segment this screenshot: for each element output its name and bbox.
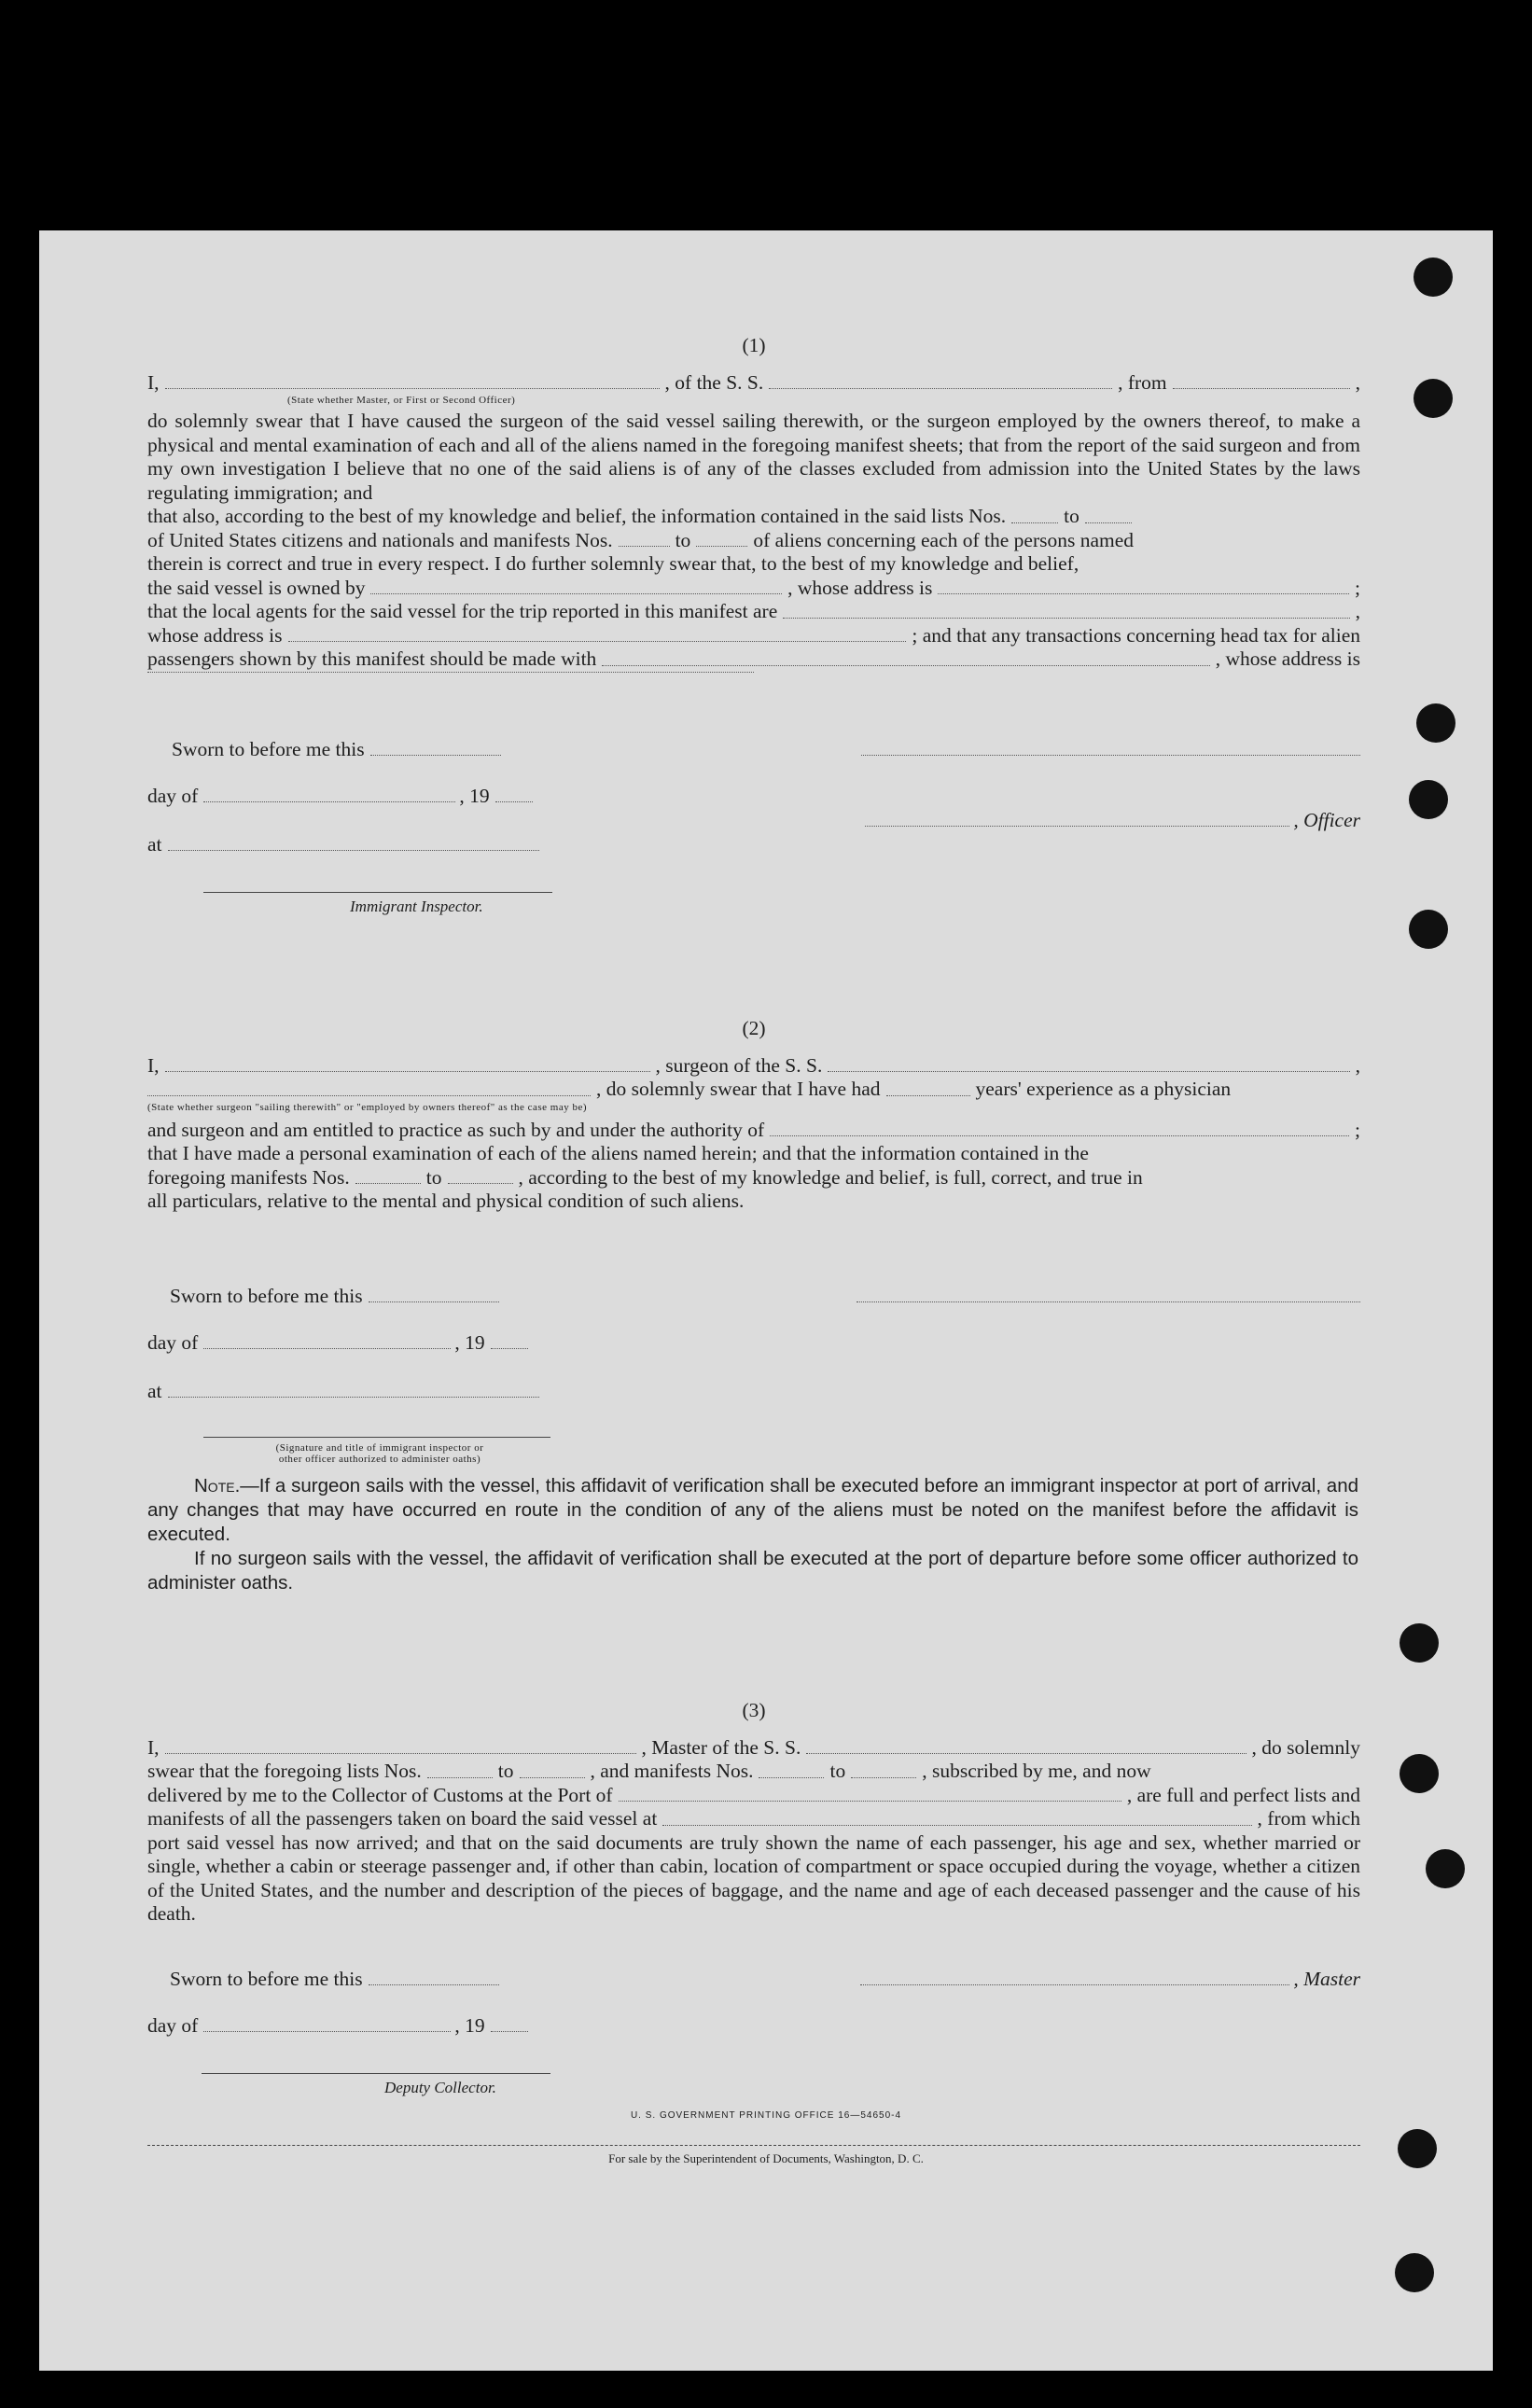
local-agents-field[interactable] [783, 618, 1349, 619]
punch-hole [1400, 1623, 1439, 1663]
footer-rule [147, 2145, 1360, 2146]
sworn-place-field[interactable] [168, 850, 539, 851]
surgeon-manifests-from-field[interactable] [355, 1183, 421, 1184]
punch-hole [1416, 703, 1455, 743]
punch-hole [1426, 1849, 1465, 1888]
at-row-1: at [147, 825, 1360, 856]
punch-hole [1409, 910, 1448, 949]
day-row-3: day of , 19 [147, 2006, 1360, 2038]
deputy-caption: Deputy Collector. [384, 2079, 496, 2096]
boarding-port-field[interactable] [662, 1825, 1251, 1826]
sworn-month-field[interactable] [203, 2031, 451, 2032]
punch-hole [1395, 2253, 1434, 2292]
sworn-row-1: Sworn to before me this [147, 730, 1360, 761]
agents-address-field[interactable] [288, 641, 907, 642]
manifests-to-field[interactable] [696, 546, 747, 547]
sale-notice: For sale by the Superintendent of Documents, Washington, D. C. [608, 2151, 924, 2165]
head-tax-address-field[interactable] [147, 672, 754, 673]
deputy-signature-line[interactable] [202, 2073, 550, 2074]
collector-line: delivered by me to the Collector of Customs at the Port of , are full and perfect lists and [147, 1783, 1360, 1806]
manifests-from-field[interactable] [619, 546, 670, 547]
sworn-month-field[interactable] [203, 1348, 451, 1349]
note-text-2: If no surgeon sails with the vessel, the affidavit of verification shall be executed at the port of departure before some officer authorized to administer oaths. [147, 1548, 1358, 1594]
vessel-owner-field[interactable] [370, 593, 782, 594]
sworn-row-2: Sworn to before me this [147, 1276, 1360, 1308]
note-block [147, 1474, 1358, 1595]
section-number: (1) [742, 334, 766, 356]
master-lists-to-field[interactable] [520, 1777, 585, 1778]
manifests-line: of United States citizens and nationals and manifests Nos. to of aliens concerning each of the persons named [147, 528, 1135, 551]
owner-address-field[interactable] [938, 593, 1349, 594]
head-tax-line: passengers shown by this manifest should be made with , whose address is [147, 647, 1360, 670]
surgeon-signature-field[interactable] [857, 1301, 1360, 1302]
surgeon-vessel-field[interactable] [828, 1071, 1349, 1072]
surgeon-manifests-line: foregoing manifests Nos. to , according to the best of my knowledge and belief, is full, correct, and true in [147, 1165, 1143, 1189]
punch-hole [1400, 1754, 1439, 1793]
punch-hole [1409, 780, 1448, 819]
surgeon-status-field[interactable] [147, 1095, 591, 1096]
correct-line: therein is correct and true in every respect. I do further solemnly swear that, to the best of my knowledge and belief, [147, 552, 1079, 575]
experience-line: , do solemnly swear that I have had years' experience as a physician [147, 1078, 1360, 1102]
master-vessel-field[interactable] [806, 1753, 1246, 1754]
sworn-row-3: Sworn to before me this , Master [170, 1968, 1360, 1990]
sworn-place-field[interactable] [168, 1397, 539, 1398]
officer-rank-caption: (State whether Master, or First or Second Officer) [287, 395, 516, 406]
master-oath-line: I, , Master of the S. S. , do solemnly [147, 1735, 1360, 1759]
surgeon-line: I, , surgeon of the S. S. , [147, 1053, 1360, 1077]
inspector-signature-line[interactable] [203, 892, 552, 893]
section-number: (2) [742, 1017, 766, 1039]
affidavit-section-1 [147, 334, 1360, 678]
authority-field[interactable] [770, 1135, 1349, 1136]
owner-line: the said vessel is owned by , whose address is ; [147, 576, 1361, 599]
officer-signature-field[interactable] [861, 755, 1360, 756]
master-lists-from-field[interactable] [427, 1777, 493, 1778]
printer-imprint: U. S. GOVERNMENT PRINTING OFFICE 16—54650-4 [630, 2110, 902, 2121]
master-signature-field[interactable] [860, 1984, 1289, 1985]
section-number: (3) [742, 1699, 766, 1721]
day-row-2: day of , 19 [147, 1323, 1360, 1355]
sworn-day-field[interactable] [370, 755, 501, 756]
authority-line: and surgeon and am entitled to practice as such by and under the authority of ; [147, 1118, 1360, 1141]
head-tax-party-field[interactable] [602, 665, 1209, 666]
day-row-1: day of , 19 [147, 776, 1360, 808]
note-text-1: —If a surgeon sails with the vessel, this affidavit of verification shall be executed before an immigrant inspector at port of arrival, and any changes that may have occurred en route in the condition of any of the aliens must be noted on the manifest before the affidavit is executed. [147, 1475, 1358, 1545]
master-lists-line: swear that the foregoing lists Nos. to , and manifests Nos. to , subscribed by me, and now [147, 1760, 1151, 1782]
vessel-name-field[interactable] [769, 388, 1112, 389]
port-field[interactable] [619, 1801, 1121, 1802]
surgeon-status-caption: (State whether surgeon "sailing therewith" or "employed by owners thereof" as the case may be) [147, 1101, 588, 1113]
lists-to-field[interactable] [1085, 522, 1132, 523]
agents-line: that the local agents for the said vessel for the trip reported in this manifest are , [147, 600, 1360, 622]
particulars-line: all particulars, relative to the mental and physical condition of such aliens. [147, 1190, 745, 1212]
punch-hole [1414, 379, 1453, 418]
boarding-line: manifests of all the passengers taken on board the said vessel at , from which [147, 1807, 1360, 1830]
master-line: I, , of the S. S. , from , [147, 370, 1360, 394]
agents-address-line: whose address is ; and that any transactions concerning head tax for alien [147, 623, 1360, 647]
officer-name-field[interactable] [165, 388, 660, 389]
sworn-year-field[interactable] [491, 1348, 528, 1349]
officer-title-row: , Officer [147, 800, 1360, 832]
sworn-day-field[interactable] [369, 1301, 499, 1302]
punch-hole [1414, 258, 1453, 297]
examination-line: that I have made a personal examination of each of the aliens named herein; and that the information contained in the [147, 1142, 1089, 1164]
at-row-2: at [147, 1371, 1360, 1403]
surgeon-name-field[interactable] [165, 1071, 650, 1072]
departure-port-field[interactable] [1173, 388, 1350, 389]
affidavit-section-3 [147, 1699, 1360, 1927]
sworn-day-field[interactable] [369, 1984, 499, 1985]
master-manifests-to-field[interactable] [851, 1777, 916, 1778]
note-label: Note. [194, 1475, 241, 1496]
official-signature-line[interactable] [203, 1437, 550, 1438]
master-oath-paragraph: port said vessel has now arrived; and that on the said documents are truly shown the name of each passenger, his age and sex, whether married or single, whether a cabin or steerage passenger and, if other than cabin, location of compartment or space occupied during the voyage, whether a citizen of the United States, and the number and description of the pieces of baggage, and the name and age of each deceased passenger and the cause of his death. [147, 1830, 1360, 1925]
signature-caption: (Signature and title of immigrant inspector or other officer authorized to administer oaths) [275, 1442, 484, 1465]
sworn-year-field[interactable] [491, 2031, 528, 2032]
lists-nos-line: that also, according to the best of my knowledge and belief, the information contained in the said lists Nos. to [147, 505, 1360, 529]
experience-years-field[interactable] [886, 1095, 970, 1096]
oath-paragraph: do solemnly swear that I have caused the surgeon of the said vessel sailing therewith, or the surgeon employed by the owners thereof, to make a physical and mental examination of each and all of the aliens named in the foregoing manifest sheets; that from the report of the said surgeon and from my own investigation I believe that no one of the said aliens is of any of the classes excluded from admission into the United States by the laws regulating immigration; and [147, 410, 1360, 504]
surgeon-manifests-to-field[interactable] [448, 1183, 513, 1184]
inspector-caption: Immigrant Inspector. [350, 898, 483, 915]
master-name-field[interactable] [165, 1753, 636, 1754]
lists-from-field[interactable] [1011, 522, 1058, 523]
master-manifests-from-field[interactable] [759, 1777, 824, 1778]
affidavit-section-2 [147, 1017, 1360, 1214]
